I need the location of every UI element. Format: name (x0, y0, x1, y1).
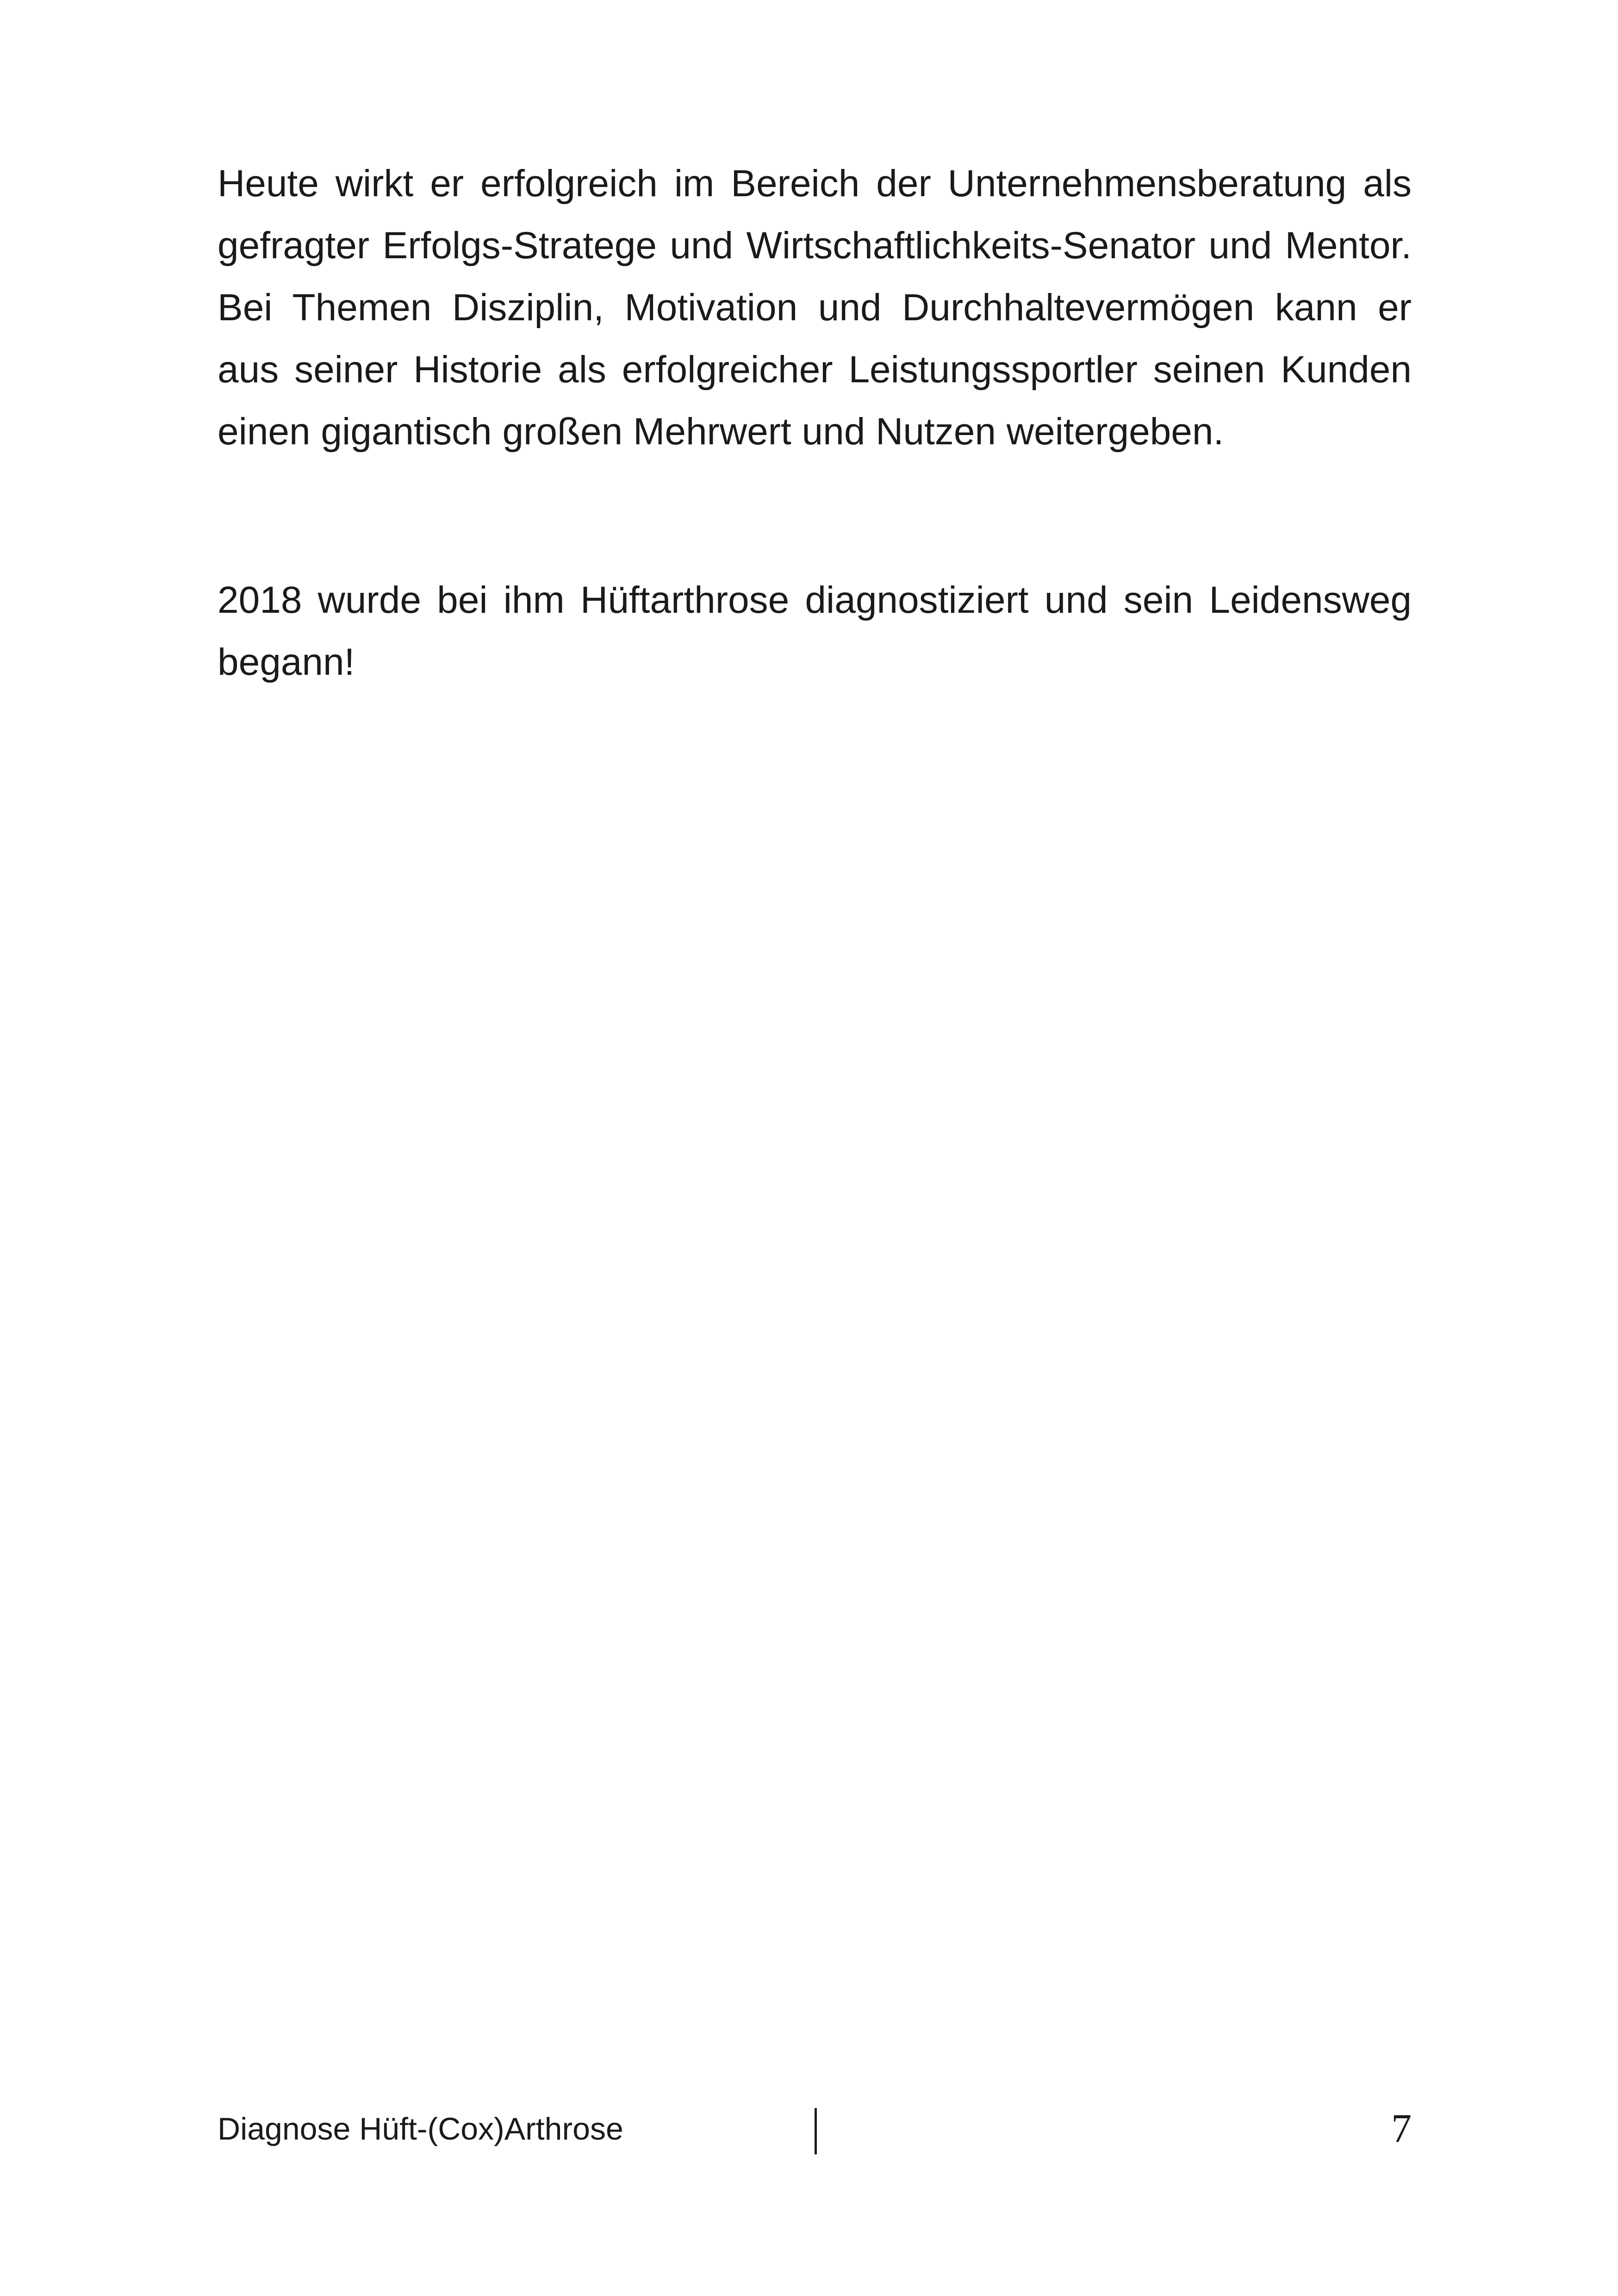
footer-divider (815, 2108, 817, 2154)
footer-running-title: Diagnose Hüft-(Cox)Arthrose (218, 2111, 623, 2147)
page-number: 7 (1391, 2106, 1412, 2151)
body-paragraph-1: Heute wirkt er erfolgreich im Bereich der Unternehmensberatung als gefragter Erfolgs-Stratege und Wirtschaftlichkeits-Senator und Mentor. Bei Themen Disziplin, Motivation und Durchhaltevermögen kann er aus seiner Historie als erfolgreicher Leistungssportler seinen Kunden einen gigantisch großen Mehrwert und Nutzen weitergeben. (218, 162, 1412, 453)
body-paragraph-2: 2018 wurde bei ihm Hüftarthrose diagnostiziert und sein Leidensweg begann! (218, 579, 1412, 683)
